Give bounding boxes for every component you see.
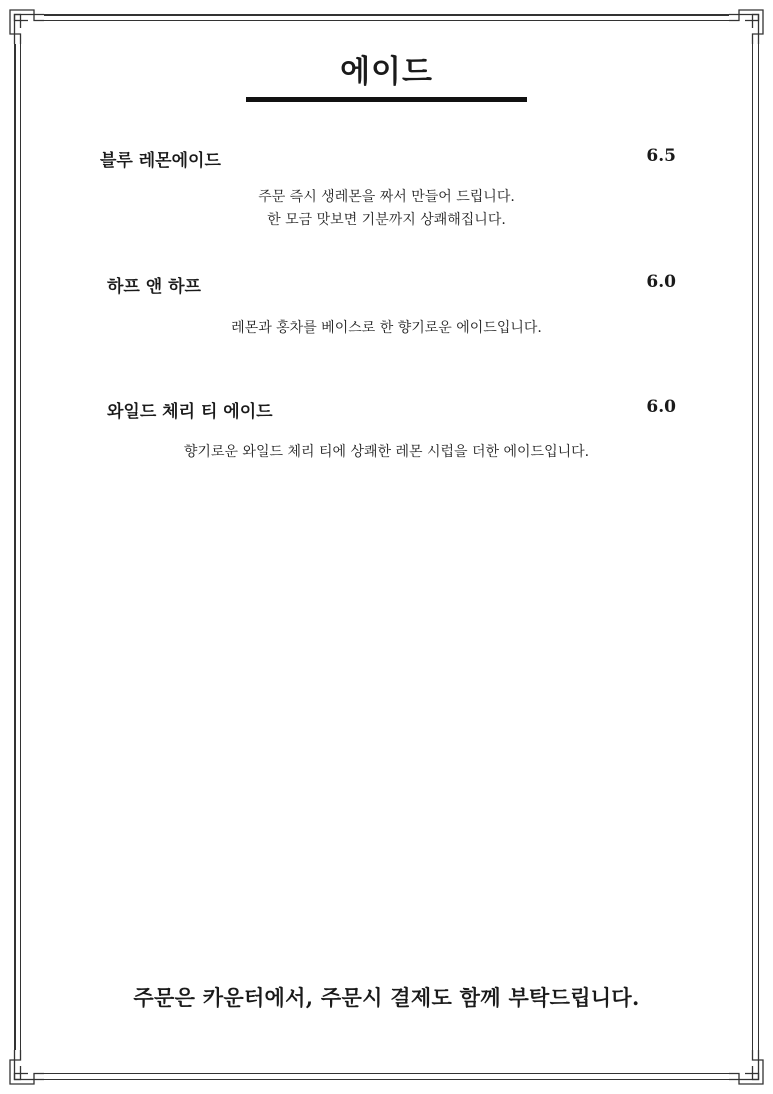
frame-top-inner-line	[44, 20, 729, 21]
frame-corner-ornament-icon	[721, 1042, 769, 1090]
menu-item-description	[0, 186, 773, 232]
menu-item-description-line: 레몬과 홍차를 베이스로 한 향기로운 에이드입니다.	[231, 320, 542, 336]
frame-bottom-inner-line	[44, 1073, 729, 1074]
menu-item-description	[0, 317, 773, 340]
menu-item-description	[0, 441, 773, 464]
menu-item-price: 6.0	[646, 397, 676, 417]
page-title: 에이드	[340, 54, 433, 90]
menu-item-name: 와일드 체리 티 에이드	[107, 402, 273, 422]
menu-item-description-line: 주문 즉시 생레몬을 짜서 만들어 드립니다.	[258, 189, 515, 205]
menu-item-description-line: 향기로운 와일드 체리 티에 상쾌한 레몬 시럽을 더한 에이드입니다.	[183, 444, 590, 460]
frame-corner-ornament-icon	[721, 4, 769, 52]
frame-top-outer-line	[44, 14, 729, 16]
frame-corner-ornament-icon	[4, 4, 52, 52]
menu-item-name: 하프 앤 하프	[107, 277, 201, 297]
menu-item-description-line: 한 모금 맛보면 기분까지 상쾌해집니다.	[267, 212, 506, 228]
frame-bottom-outer-line	[44, 1079, 729, 1081]
frame-corner-ornament-icon	[4, 1042, 52, 1090]
menu-item-name: 블루 레몬에이드	[100, 151, 221, 171]
title-underline	[246, 97, 527, 102]
menu-item-price: 6.0	[646, 272, 676, 292]
footer-note: 주문은 카운터에서, 주문시 결제도 함께 부탁드립니다.	[133, 985, 640, 1010]
menu-item-price: 6.5	[646, 146, 676, 166]
